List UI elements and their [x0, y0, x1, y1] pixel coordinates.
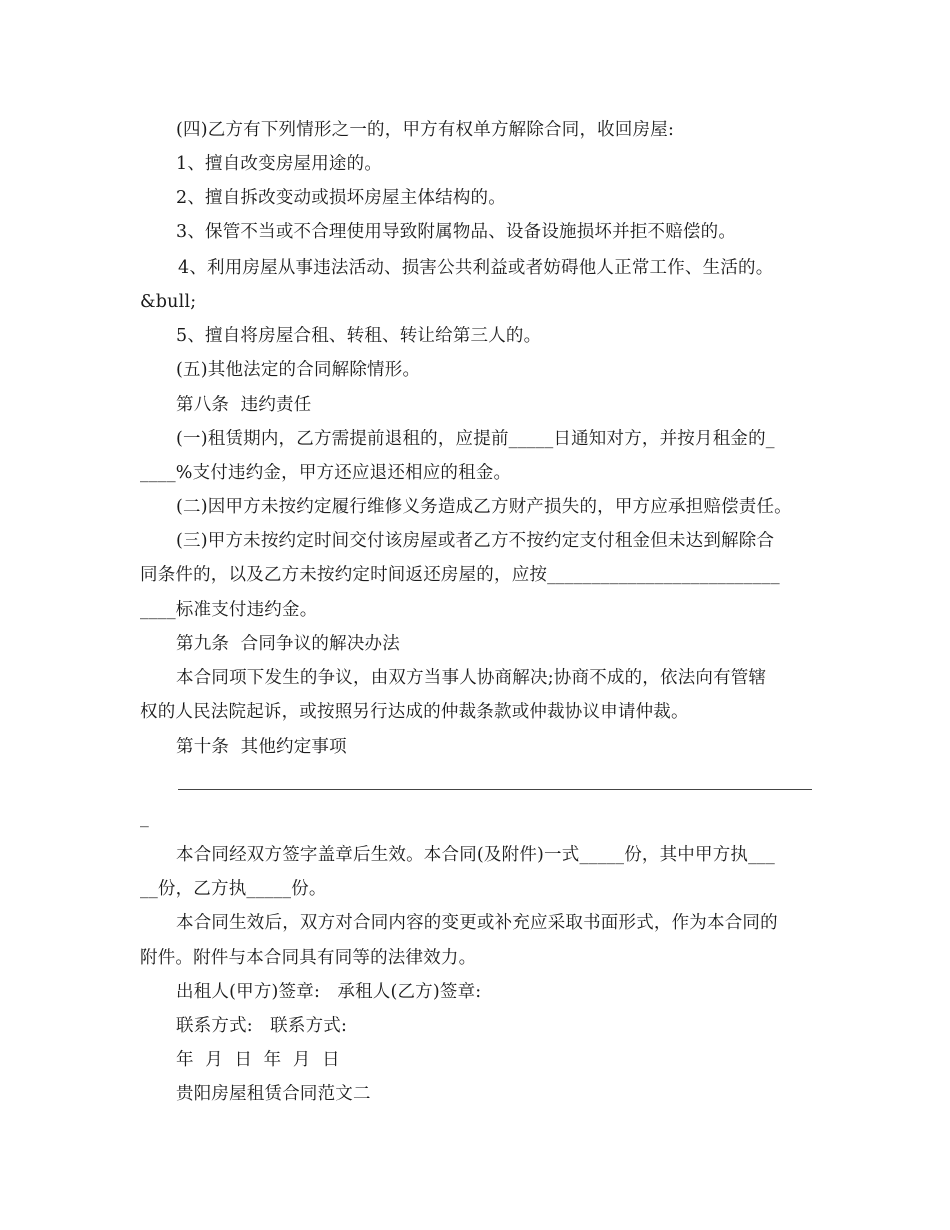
article-8-para-1-line-1: (一)租赁期内，乙方需提前退租的，应提前_____日通知对方，并按月租金的_ — [176, 429, 775, 449]
clause-4-item-1: 1、擅自改变房屋用途的。 — [176, 154, 383, 174]
clause-4-item-5: 5、擅自将房屋合租、转租、转让给第三人的。 — [176, 326, 542, 346]
clause-4-item-3: 3、保管不当或不合理使用导致附属物品、设备设施损坏并拒不赔偿的。 — [176, 222, 737, 242]
date-labels: 年 月 日 年 月 日 — [176, 1050, 340, 1070]
effect-para-line-1: 本合同经双方签字盖章后生效。本合同(及附件)一式_____份，其中甲方执___ — [176, 845, 775, 865]
clause-5-heading: (五)其他法定的合同解除情形。 — [176, 360, 421, 380]
clause-4-heading: (四)乙方有下列情形之一的，甲方有权单方解除合同，收回房屋: — [176, 120, 675, 140]
amendment-para-line-1: 本合同生效后，双方对合同内容的变更或补充应采取书面形式，作为本合同的 — [176, 913, 778, 933]
article-9-para-line-2: 权的人民法院起诉，或按照另行达成的仲裁条款或仲裁协议申请仲裁。 — [140, 702, 689, 722]
article-8-para-1-line-2: ____%支付违约金，甲方还应退还相应的租金。 — [140, 463, 512, 483]
article-10-title: 第十条 其他约定事项 — [176, 737, 347, 757]
article-8-para-3-line-1: (三)甲方未按约定时间交付该房屋或者乙方不按约定支付租金但未达到解除合 — [176, 531, 775, 551]
clause-4-item-4: 4、利用房屋从事违法活动、损害公共利益或者妨碍他人正常工作、生活的。 — [178, 258, 774, 278]
fill-in-blank-line — [178, 789, 812, 790]
clause-4-item-2: 2、擅自拆改变动或损坏房屋主体结构的。 — [176, 188, 506, 208]
article-8-para-2: (二)因甲方未按约定履行维修义务造成乙方财产损失的，甲方应承担赔偿责任。 — [176, 497, 792, 517]
article-9-title: 第九条 合同争议的解决办法 — [176, 634, 400, 654]
effect-para-line-2: __份，乙方执_____份。 — [140, 879, 327, 899]
blank-line-tail: _ — [140, 808, 149, 828]
article-8-para-3-line-2: 同条件的，以及乙方未按约定时间返还房屋的，应按__________________________ — [140, 565, 780, 585]
article-8-para-3-line-3: ____标准支付违约金。 — [140, 600, 318, 620]
stray-entity-text: &bull; — [140, 292, 197, 312]
article-9-para-line-1: 本合同项下发生的争议，由双方当事人协商解决;协商不成的，依法向有管辖 — [176, 668, 767, 688]
signature-labels: 出租人(甲方)签章: 承租人(乙方)签章: — [176, 982, 482, 1002]
next-document-title: 贵阳房屋租赁合同范文二 — [176, 1084, 371, 1104]
article-8-title: 第八条 违约责任 — [176, 395, 312, 415]
amendment-para-line-2: 附件。附件与本合同具有同等的法律效力。 — [140, 948, 477, 968]
contact-labels: 联系方式: 联系方式: — [176, 1016, 348, 1036]
